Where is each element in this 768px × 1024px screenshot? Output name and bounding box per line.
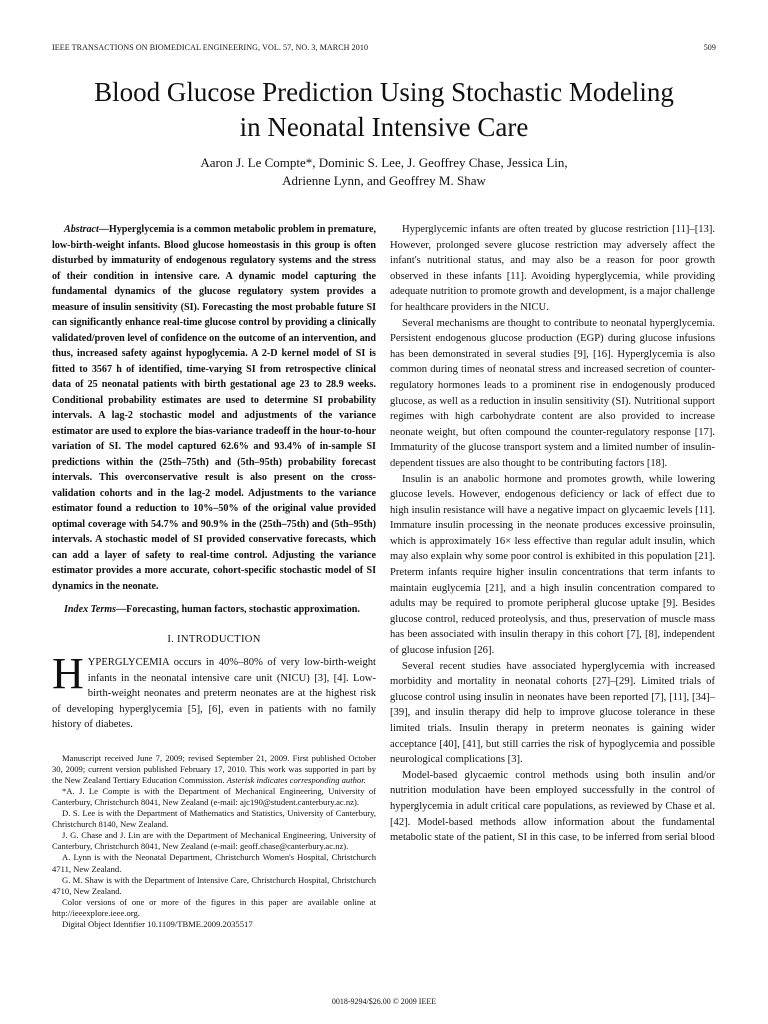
right-column — [390, 222, 715, 846]
footnote-chase-lin: J. G. Chase and J. Lin are with the Department of Mechanical Engineering, University of Canterbury, Christchurch 8041, New Zealand (e-mail: geoff.chase@canterbury.ac.nz). — [52, 830, 376, 852]
left-column — [52, 222, 376, 930]
body-paragraph: Hyperglycemic infants are often treated by glucose restriction [11]–[13]. However, prolonged severe glucose restriction may adversely affect the infant's nutritional status, and may also be a reason for poor growth observed in these infants [11]. Avoiding hyperglycemia, while providing adequate nutrition to promote growth and development, is a major challenge for healthcare providers in the NICU. — [390, 224, 715, 313]
abstract-text: —Hyperglycemia is a common metabolic problem in premature, low-birth-weight infants. Blood glucose homeostasis in this group is often disturbed by immaturity of endogenous regulatory systems and the stress of their condition in intensive care. A dynamic model capturing the fundamental dynamics of the glucose regulatory system provides a measure of insulin sensitivity (SI). Forecasting the most probable future SI can significantly enhance real-time glucose control by providing a clinically validated/proven level of confidence on the outcome of an intervention, and thus, increased safety against hypoglycemia. A 2-D kernel model of SI is fitted to 3567 h of identified, time-varying SI from retrospective clinical data of 25 neonatal patients with birth gestational age 23 to 28.9 weeks. Conditional probability estimates are used to determine SI probability intervals. A lag-2 stochastic model and adjustments of the variance estimator are used to explore the bias-variance tradeoff in the hour-to-hour variation of SI. The model captured 62.6% and 93.4% of in-sample SI predictions within the (25th–75th) and (5th–95th) probability forecast intervals. This overconservative result is also present on the cross-validation cohorts and in the lag-2 model. Adjustments to the variance estimator found a reduction to 10%–50% of the original value provided optimal coverage with 54.7% and 90.9% in the (25th–75th) and (5th–95th) intervals. A stochastic model of SI provided conservative forecasts, which can add a layer of safety to real-time control. Adjusting the variance estimator provides a more accurate, cohort-specific stochastic model of SI dynamics in the neonate. — [52, 224, 376, 592]
footnote-doi: Digital Object Identifier 10.1109/TBME.2009.2035517 — [62, 919, 253, 929]
footnote-le-compte: *A. J. Le Compte is with the Department of Mechanical Engineering, University of Canterbury, Christchurch 8041, New Zealand (e-mail: ajc190@student.canterbury.ac.nz). — [52, 785, 376, 807]
title-line-1: Blood Glucose Prediction Using Stochastic Modeling — [94, 77, 674, 107]
introduction-paragraph — [52, 649, 376, 733]
body-paragraph: Several recent studies have associated hyperglycemia with increased morbidity and mortality in neonatal cohorts [27]–[29]. Limited trials of glucose control using insulin in neonates have been reported [7], [11], [34]–[39], and insulin therapy did help to improve glucose tolerance in these limited trials. Insulin therapy in preterm neonates is gaining wider acceptance [40], [41], but still carries the risk of hypoglycemia and possible neurological complications [3]. — [390, 660, 715, 766]
index-terms-text: —Forecasting, human factors, stochastic approximation. — [116, 604, 360, 615]
footnote-manuscript: Manuscript received June 7, 2009; revised September 21, 2009. First published October 30, 2009; current version published February 17, 2010. This work was supported in part by the New Zealand Tertiary Education Commission. Asterisk indicates corresponding author. — [52, 752, 376, 785]
copyright-footer: 0018-9294/$26.00 © 2009 IEEE — [331, 997, 437, 1006]
authors-line-1: Aaron J. Le Compte*, Dominic S. Lee, J. Geoffrey Chase, Jessica Lin, — [200, 155, 568, 170]
index-terms — [52, 602, 376, 618]
running-head — [52, 43, 716, 55]
abstract-label: Abstract — [64, 224, 99, 235]
corresponding-author-note: Asterisk indicates corresponding author. — [226, 774, 366, 785]
body-paragraph: Model-based glycaemic control methods using both insulin and/or nutrition modulation have been employed successfully in the control of hyperglycemia in adult critical care populations, as reviewed by Chase et al. [42]. Model-based methods allow information about the fundamental metabolic state of the patient, SI in this case, to be inferred from serial blood — [390, 769, 715, 844]
footnote-color-versions: Color versions of one or more of the figures in this paper are available online at http://ieeexplore.ieee.org. — [52, 896, 376, 918]
abstract — [52, 222, 376, 594]
section-heading-introduction: I. INTRODUCTION — [167, 633, 261, 645]
body-paragraph: Several mechanisms are thought to contribute to neonatal hyperglycemia. Persistent endogenous glucose production (EGP) during glucose infusions has been demonstrated in several studies [9], [16]. Hyperglycemia is also common during times of neonatal stress and increased secretion of counter-regulatory hormones leads to a prominent rise in endogenously produced glucose, as well as a reduction in insulin sensitivity (SI). Nutritional support regimes with high carbohydrate content are also provided to increase neonate weight, but often compound the counter-regulatory response [17]. Immaturity of the glucose transport system and a limited number of insulin-dependent tissues are also thought to be contributing factors [18]. — [390, 317, 715, 469]
title-line-2: in Neonatal Intensive Care — [239, 112, 529, 142]
footnote-shaw: G. M. Shaw is with the Department of Intensive Care, Christchurch Hospital, Christchurch 4710, New Zealand. — [52, 874, 376, 896]
authors-line-2: Adrienne Lynn, and Geoffrey M. Shaw — [282, 173, 486, 188]
index-terms-label: Index Terms — [64, 604, 117, 615]
journal-citation: IEEE TRANSACTIONS ON BIOMEDICAL ENGINEERING, VOL. 57, NO. 3, MARCH 2010 — [52, 43, 369, 52]
footnote-lee: D. S. Lee is with the Department of Mathematics and Statistics, University of Canterbury, Christchurch 8140, New Zealand. — [52, 808, 376, 830]
introduction-text: YPERGLYCEMIA occurs in 40%–80% of very low-birth-weight infants in the neonatal intensive care unit (NICU) [3], [4]. Low-birth-weight neonates and preterm neonates are at the highest risk of developing hyperglycemia [5], [6], even in patients with no family history of diabetes. — [52, 657, 376, 731]
page-number: 509 — [703, 43, 716, 52]
footnotes — [52, 753, 376, 931]
body-paragraph: Insulin is an anabolic hormone and promotes growth, while lowering glucose levels. However, endogenous deficiency or lack of effect due to high insulin resistance will have a negative impact on glycaemic levels [11]. Immature insulin processing in the neonate produces excessive proinsulin, which is approximately 16× less effective than regular adult insulin, which may also explain why some poor control is exhibited in this population [21]. Preterm infants require higher insulin concentrations that term infants to maintain euglycemia [21], and a high insulin concentration compared to adults may be required to promote peripheral glucose uptake [9]. Besides glucose control, reduced proteolysis, and thus, preservation of muscle mass has been associated with insulin therapy in this cohort [7], [8], independent of glucose infusion [26]. — [390, 473, 715, 657]
dropcap-letter: H — [52, 649, 84, 699]
author-list — [60, 154, 708, 190]
paper-title — [40, 75, 728, 145]
footnote-lynn: A. Lynn is with the Neonatal Department, Christchurch Women's Hospital, Christchurch 4711, New Zealand. — [52, 852, 376, 874]
